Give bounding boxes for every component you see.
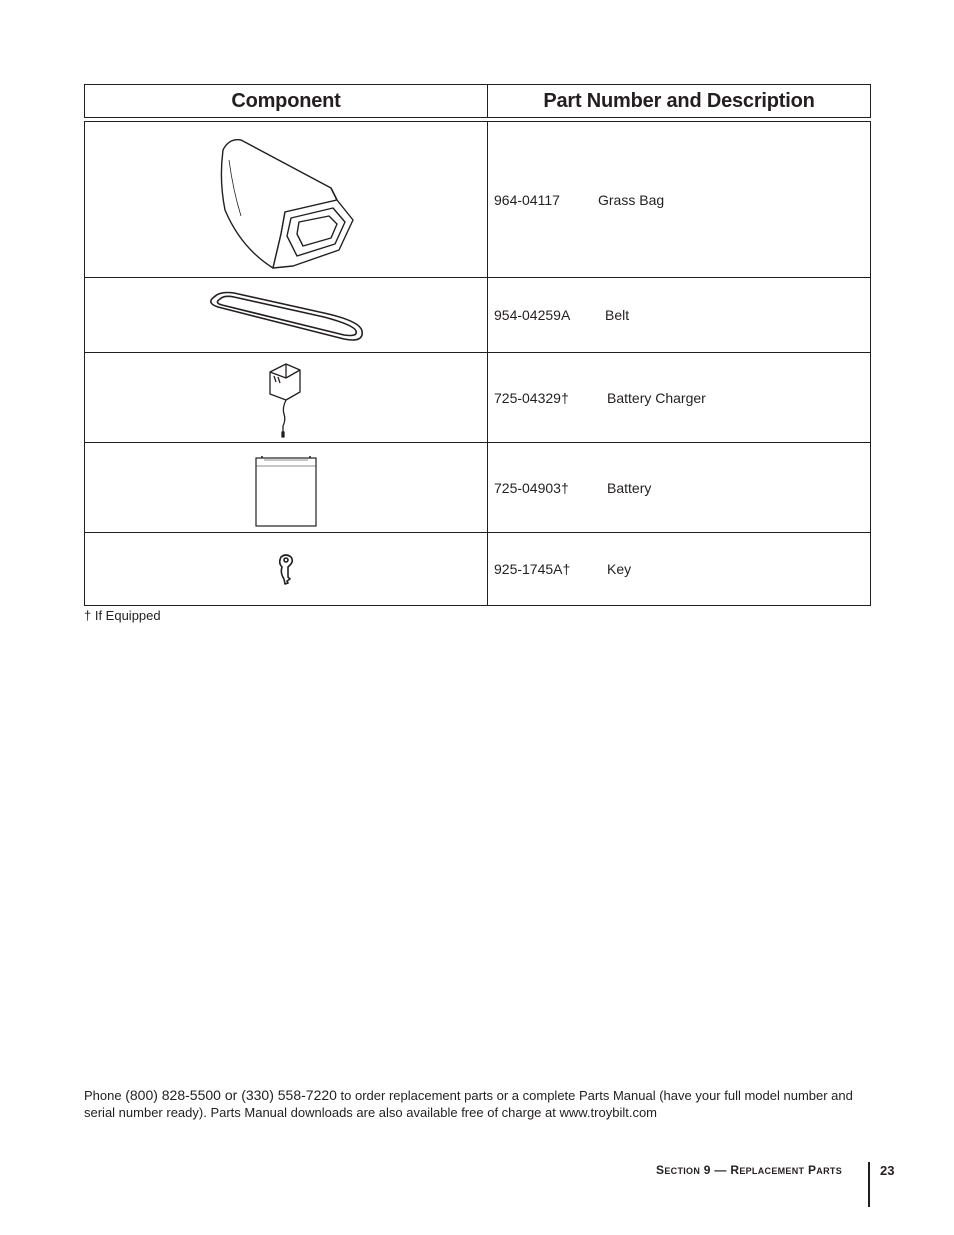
phone-number-1: (800) 828-5500: [125, 1087, 221, 1103]
parts-table: [84, 84, 871, 606]
page-number: 23: [880, 1163, 895, 1178]
part-number: 725-04329†: [494, 389, 569, 406]
part-description: Belt: [605, 307, 630, 323]
section-number: 9 —: [700, 1163, 731, 1177]
battery-icon: [254, 448, 318, 528]
header-part-number-description: Part Number and Description: [543, 89, 815, 112]
footer-divider: [868, 1162, 870, 1207]
section-title-p: P: [804, 1163, 817, 1177]
header-component: Component: [85, 85, 488, 117]
grass-bag-icon: [211, 130, 361, 270]
belt-icon: [204, 285, 368, 345]
section-title-r-smallcaps: EPLACEMENT: [739, 1166, 805, 1176]
part-description: Grass Bag: [598, 191, 665, 208]
component-cell: [85, 122, 488, 277]
part-number: 925-1745A†: [494, 561, 571, 577]
part-description-cell: [488, 533, 870, 605]
footnote: † If Equipped: [84, 608, 161, 623]
part-description-cell: [488, 443, 870, 532]
part-number: 954-04259A: [494, 307, 571, 323]
part-description: Battery: [607, 479, 652, 496]
component-cell: [85, 533, 488, 605]
phone-note-text: to order replacement parts or a complete Parts Manual (have your full model number and serial number ready). Parts Manual downloads are also available free of charge at www.troybilt.com: [84, 1088, 853, 1120]
table-row: [85, 533, 870, 605]
phone-prefix: Phone: [84, 1088, 126, 1103]
section-prefix: S: [656, 1163, 665, 1177]
part-description: Key: [607, 561, 632, 577]
phone-or: or: [220, 1087, 242, 1103]
part-description-cell: [488, 122, 870, 277]
battery-charger-icon: [266, 358, 306, 438]
part-number: 725-04903†: [494, 479, 569, 496]
phone-number-2: (330) 558-7220: [241, 1087, 337, 1103]
component-cell: [85, 278, 488, 352]
part-description: Battery Charger: [607, 389, 706, 406]
key-icon: [276, 553, 296, 585]
section-title-r: R: [730, 1163, 740, 1177]
table-row: [85, 443, 870, 533]
section-title-p-smallcaps: ARTS: [816, 1166, 842, 1176]
table-header: [84, 84, 871, 118]
part-number: 964-04117: [494, 191, 560, 208]
table-body: [84, 121, 871, 606]
table-row: [85, 353, 870, 443]
component-cell: [85, 353, 488, 442]
table-row: [85, 278, 870, 353]
section-title: [600, 1163, 842, 1177]
phone-note: [84, 1087, 874, 1121]
part-description-cell: [488, 278, 870, 352]
component-cell: [85, 443, 488, 532]
part-description-cell: [488, 353, 870, 442]
section-prefix-smallcaps: ECTION: [664, 1166, 701, 1176]
table-row: [85, 122, 870, 278]
